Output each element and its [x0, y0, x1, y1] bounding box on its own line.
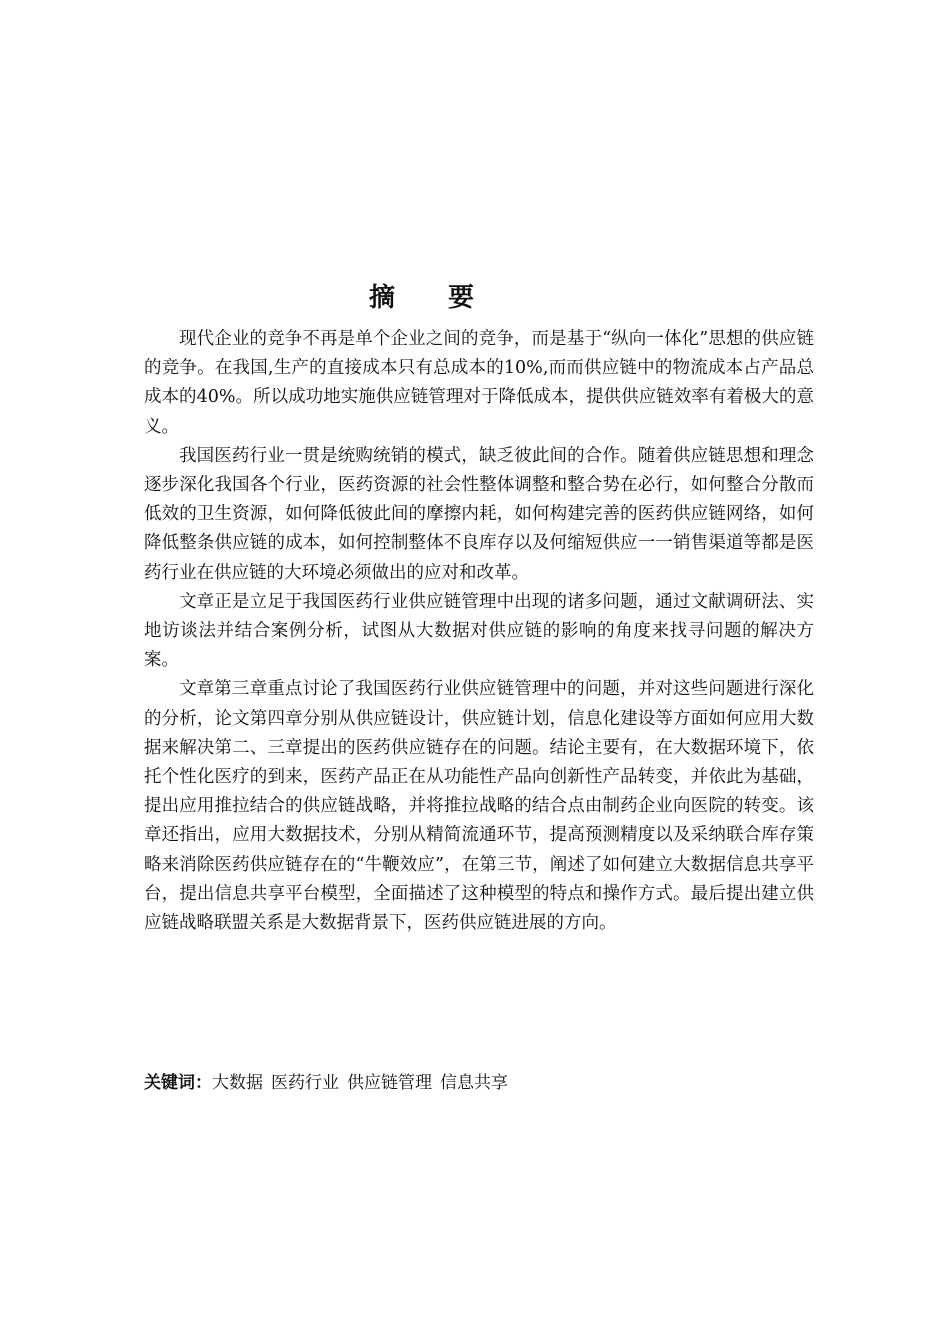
- abstract-paragraph-1: 现代企业的竞争不再是单个企业之间的竞争，而是基于“纵向一体化”思想的供应链的竞争。在我国,生产的直接成本只有总成本的10%,而而供应链中的物流成本占产品总成本的40%。所以成功地实施供应链管理对于降低成本，提供供应链效率有着极大的意义。: [144, 329, 814, 437]
- abstract-paragraph-2: 我国医药行业一贯是统购统销的模式，缺乏彼此间的合作。随着供应链思想和理念逐步深化我国各个行业，医药资源的社会性整体调整和整合势在必行，如何整合分散而低效的卫生资源，如何降低彼此间的摩擦内耗，如何构建完善的医药供应链网络，如何降低整条供应链的成本，如何控制整体不良库存以及何缩短供应一一销售渠道等都是医药行业在供应链的大环境必须做出的应对和改革。: [144, 445, 814, 583]
- keyword-1: 大数据: [212, 1073, 263, 1093]
- keywords-label: 关键词：: [144, 1073, 212, 1093]
- abstract-body: [144, 325, 814, 938]
- abstract-paragraph-3: 文章正是立足于我国医药行业供应链管理中出现的诸多问题，通过文献调研法、实地访谈法并结合案例分析，试图从大数据对供应链的影响的角度来找寻问题的解决方案。: [144, 591, 814, 671]
- keyword-3: 供应链管理: [347, 1073, 432, 1093]
- keyword-4: 信息共享: [440, 1073, 508, 1093]
- keywords-line: [144, 1069, 814, 1097]
- abstract-paragraph-4: 文章第三章重点讨论了我国医药行业供应链管理中的问题，并对这些问题进行深化的分析，论文第四章分别从供应链设计，供应链计划，信息化建设等方面如何应用大数据来解决第二、三章提出的医药供应链存在的问题。结论主要有，在大数据环境下，依托个性化医疗的到来，医药产品正在从功能性产品向创新性产品转变，并依此为基础，提出应用推拉结合的供应链战略，并将推拉战略的结合点由制药企业向医院的转变。该章还指出，应用大数据技术，分别从精简流通环节，提高预测精度以及采纳联合库存策略来消除医药供应链存在的“牛鞭效应”，在第三节，阐述了如何建立大数据信息共享平台，提出信息共享平台模型，全面描述了这种模型的特点和操作方式。最后提出建立供应链战略联盟关系是大数据背景下，医药供应链进展的方向。: [144, 679, 814, 934]
- abstract-title: 摘 要: [368, 283, 497, 313]
- keyword-2: 医药行业: [271, 1073, 339, 1093]
